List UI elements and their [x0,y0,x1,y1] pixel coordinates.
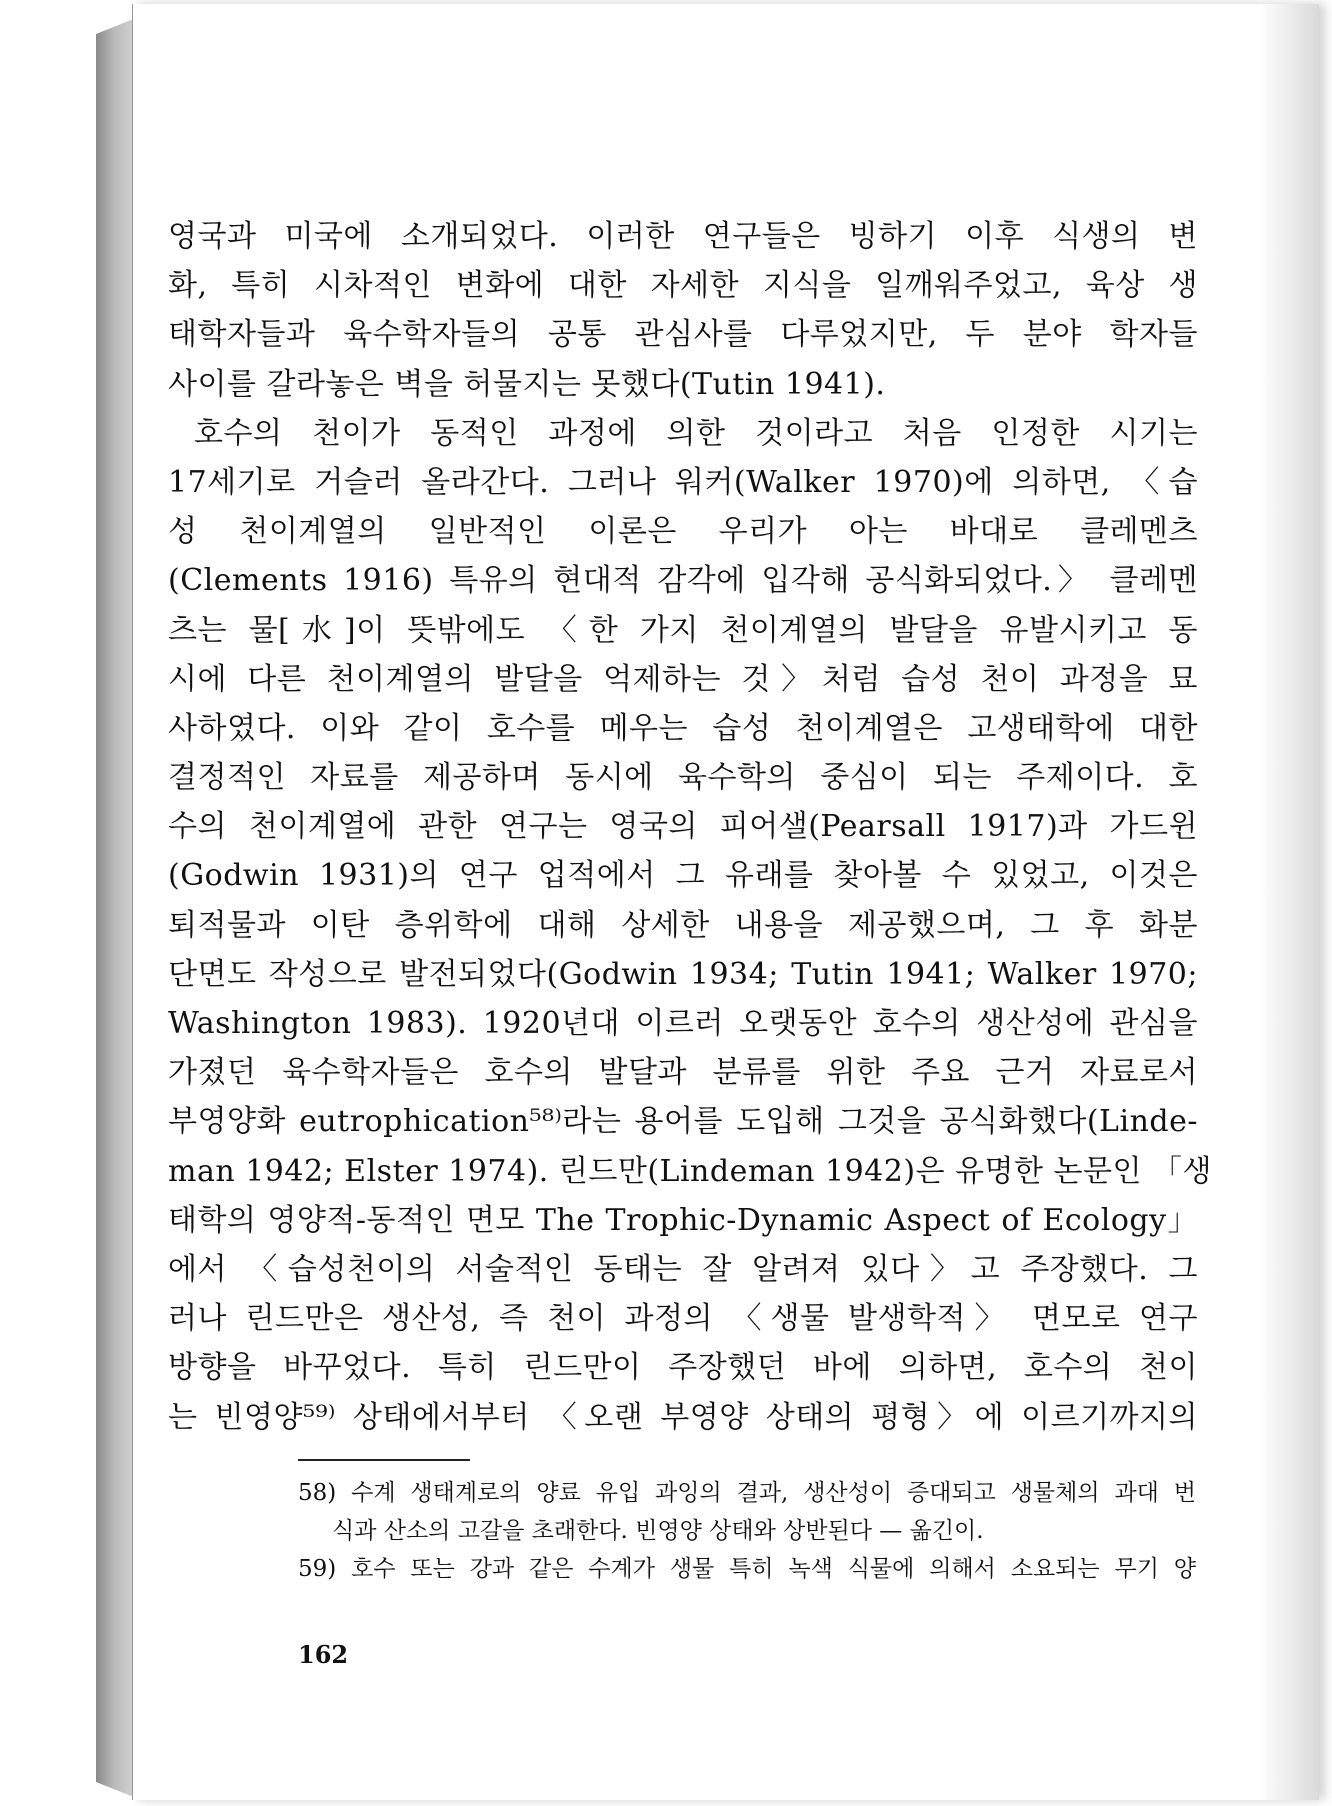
body-line: 러나 린드만은 생산성, 즉 천이 과정의 〈생물 발생학적〉 면모로 연구 [168,1301,1198,1337]
footnote-58-continuation: 식과 산소의 고갈을 초래한다. 빈영양 상태와 상반된다 — 옮긴이. [332,1518,984,1544]
body-line: 호수의 천이가 동적인 과정에 의한 것이라고 처음 인정한 시기는 [194,415,1198,451]
body-line: 화, 특히 시차적인 변화에 대한 자세한 지식을 일깨워주었고, 육상 생 [168,268,1198,304]
body-text [168,212,1213,1442]
body-line: 태학의 영양적-동적인 면모 The Trophic-Dynamic Aspect of Ecology」 [168,1202,1198,1238]
body-line: 시에 다른 천이계열의 발달을 억제하는 것〉처럼 습성 천이 과정을 묘 [168,661,1198,697]
body-line: (Clements 1916) 특유의 현대적 감각에 입각해 공식화되었다.〉 클레멘 [168,563,1198,599]
body-line: 방향을 바꾸었다. 특히 린드만이 주장했던 바에 의하면, 호수의 천이 [168,1350,1198,1386]
page-edge-shadow [1259,4,1319,1800]
body-line: 부영양화 eutrophication⁵⁸⁾라는 용어를 도입해 그것을 공식화했다(Linde- [168,1104,1198,1140]
body-line: man 1942; Elster 1974). 린드만(Lindeman 1942)은 유명한 논문인 「생 [168,1153,1213,1189]
body-line: 츠는 물[水]이 뜻밖에도 〈한 가지 천이계열의 발달을 유발시키고 동 [168,612,1198,648]
body-line: Washington 1983). 1920년대 이르러 오랫동안 호수의 생산성에 관심을 [168,1006,1198,1041]
footnote-58: 58) 수계 생태계로의 양료 유입 과잉의 결과, 생산성이 증대되고 생물체의 과대 번 [298,1480,1196,1506]
body-line: 태학자들과 육수학자들의 공통 관심사를 다루었지만, 두 분야 학자들 [168,317,1198,353]
page-number: 162 [298,1640,349,1669]
body-line: 성 천이계열의 일반적인 이론은 우리가 아는 바대로 클레멘츠 [168,514,1198,550]
body-line: 단면도 작성으로 발전되었다(Godwin 1934; Tutin 1941; Walker 1970; [168,956,1198,992]
body-line: 가졌던 육수학자들은 호수의 발달과 분류를 위한 주요 근거 자료로서 [168,1055,1198,1091]
body-line: 에서 〈습성천이의 서술적인 동태는 잘 알려져 있다〉고 주장했다. 그 [168,1251,1198,1287]
book-spine-edge [96,18,136,1798]
body-line: 퇴적물과 이탄 층위학에 대해 상세한 내용을 제공했으며, 그 후 화분 [168,907,1198,943]
body-line: 는 빈영양⁵⁹⁾ 상태에서부터 〈오랜 부영양 상태의 평형〉에 이르기까지의 [168,1399,1198,1435]
body-line: (Godwin 1931)의 연구 업적에서 그 유래를 찾아볼 수 있었고, 이것은 [168,858,1198,894]
footnote-divider [298,1459,470,1461]
body-line: 사하였다. 이와 같이 호수를 메우는 습성 천이계열은 고생태학에 대한 [168,710,1198,746]
body-line: 사이를 갈라놓은 벽을 허물지는 못했다(Tutin 1941). [168,366,886,402]
body-line: 결정적인 자료를 제공하며 동시에 육수학의 중심이 되는 주제이다. 호 [168,760,1198,796]
footnotes [298,1474,1196,1588]
body-line: 영국과 미국에 소개되었다. 이러한 연구들은 빙하기 이후 식생의 변 [168,219,1198,254]
body-line: 17세기로 거슬러 올라간다. 그러나 워커(Walker 1970)에 의하면, 〈습 [168,464,1198,500]
footnote-59: 59) 호수 또는 강과 같은 수계가 생물 특히 녹색 식물에 의해서 소요되는 무기 양 [298,1556,1196,1582]
body-line: 수의 천이계열에 관한 연구는 영국의 피어샐(Pearsall 1917)과 가드윈 [168,809,1198,845]
